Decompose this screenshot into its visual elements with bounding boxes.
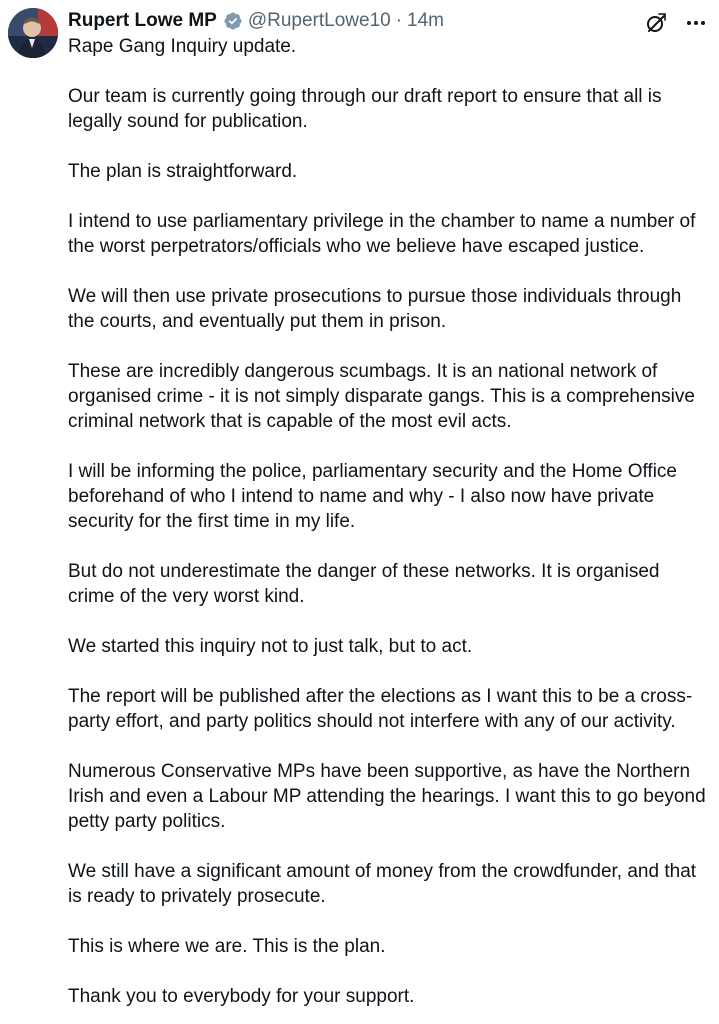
verified-badge-icon [223,11,243,31]
avatar[interactable] [8,8,58,58]
tweet-paragraph: Our team is currently going through our draft report to ensure that all is legally sound for publication. [68,86,662,132]
tweet-header [68,7,444,35]
tweet-paragraph: We still have a significant amount of money from the crowdfunder, and that is ready to privately prosecute. [68,861,697,907]
separator-dot: · [395,10,403,31]
tweet-paragraph: I will be informing the police, parliamentary security and the Home Office beforehand of who I intend to name and why - I also now have private security for the first time in my life. [68,461,677,532]
tweet-paragraph: Rape Gang Inquiry update. [68,36,297,57]
tweet-paragraph: Thank you to everybody for your support. [68,986,415,1007]
tweet-paragraph: This is where we are. This is the plan. [68,936,386,957]
post-actions [643,10,709,36]
user-handle[interactable]: @RupertLowe10 [247,10,391,31]
more-options-icon[interactable] [683,10,709,36]
tweet-paragraph: But do not underestimate the danger of these networks. It is organised crime of the very worst kind. [68,561,660,607]
display-name[interactable]: Rupert Lowe MP [68,10,217,31]
tweet-paragraph: We will then use private prosecutions to pursue those individuals through the courts, and eventually put them in prison. [68,286,682,332]
tweet-paragraph: These are incredibly dangerous scumbags. It is an national network of organised crime - it is not simply disparate gangs. This is a comprehensive criminal network that is capable of the most evil acts. [68,361,695,432]
tweet-paragraph: The plan is straightforward. [68,161,298,182]
tweet-text [68,34,716,1009]
post-time[interactable]: 14m [407,10,445,31]
tweet-paragraph: We started this inquiry not to just talk, but to act. [68,636,473,657]
tweet-paragraph: Numerous Conservative MPs have been supportive, as have the Northern Irish and even a Labour MP attending the hearings. I want this to go beyond petty party politics. [68,761,706,832]
tweet-paragraph: I intend to use parliamentary privilege in the chamber to name a number of the worst perpetrators/officials who we believe have escaped justice. [68,211,696,257]
tweet-paragraph: The report will be published after the elections as I want this to be a cross- party effort, and party politics should not interfere with any of our activity. [68,686,693,732]
grok-icon[interactable] [643,10,669,36]
